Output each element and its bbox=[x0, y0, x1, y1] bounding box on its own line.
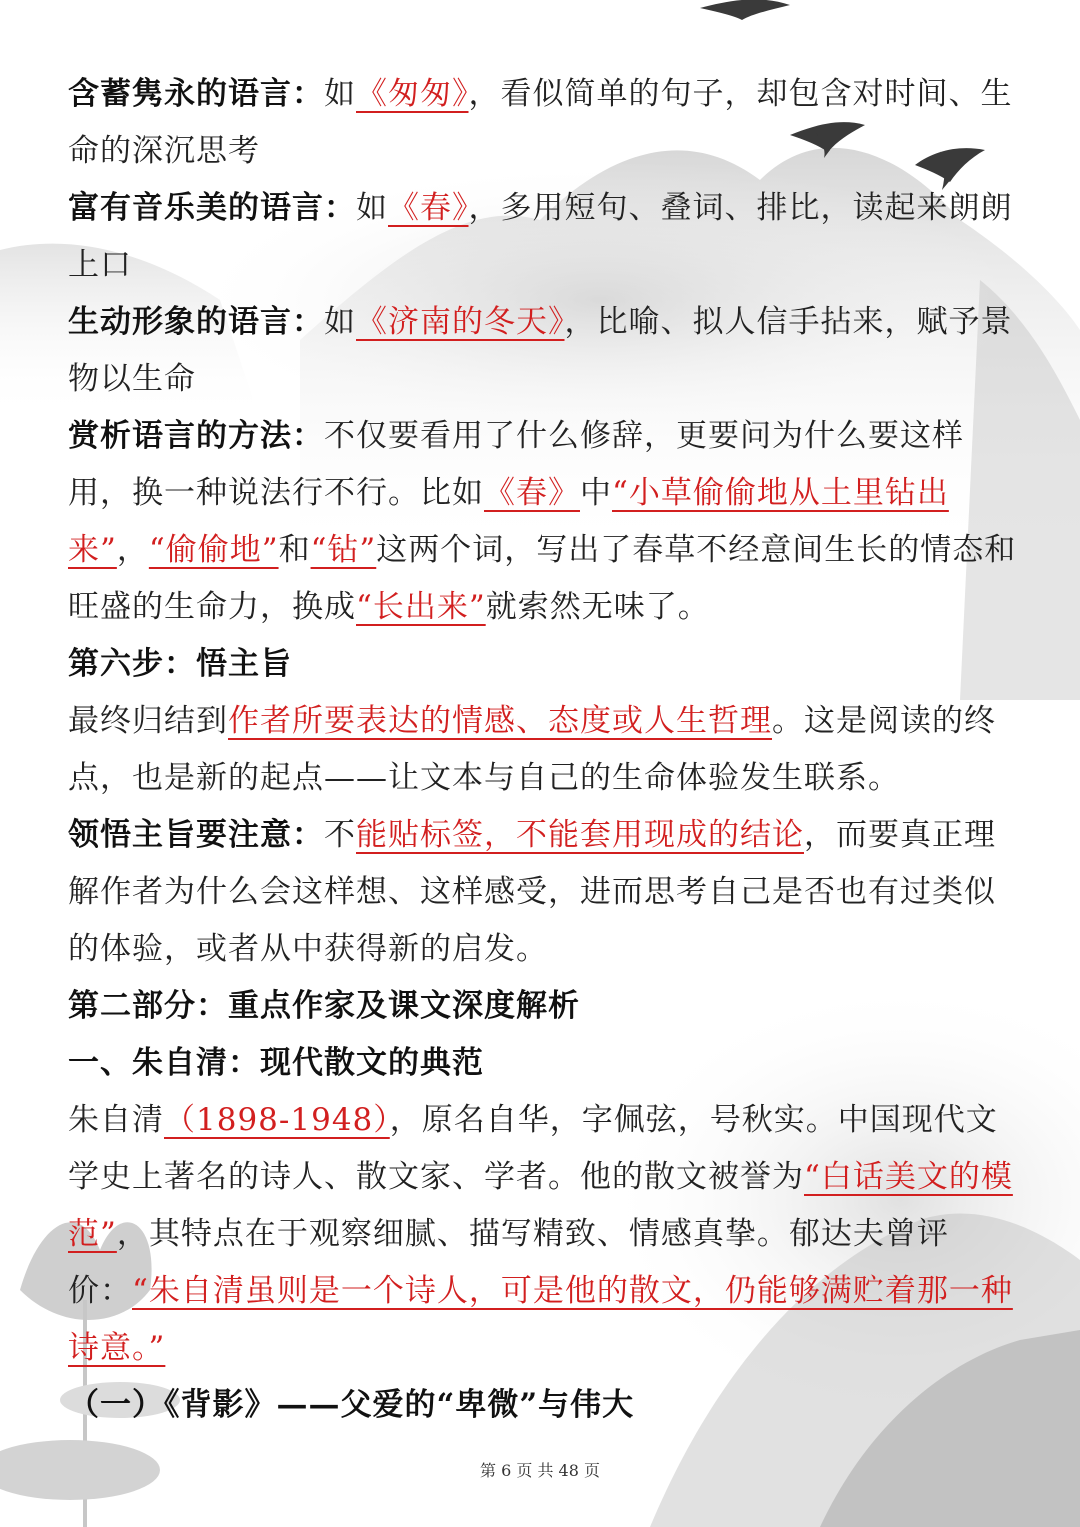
bold-text: 第二部分：重点作家及课文深度解析 bbox=[68, 988, 580, 1024]
text-run: 朱自清 bbox=[68, 1102, 164, 1138]
highlighted-text: “小草偷偷地从土里钻出来” bbox=[68, 475, 949, 568]
paragraph bbox=[68, 1035, 1018, 1092]
paragraph bbox=[68, 408, 1018, 636]
text-run: ，比喻、拟人信手拈来，赋予景物以生命 bbox=[68, 304, 1013, 397]
text-run: 不 bbox=[324, 817, 356, 853]
text-run: 中 bbox=[580, 475, 612, 511]
highlighted-text: “钻” bbox=[310, 532, 377, 568]
text-run: 如 bbox=[356, 190, 388, 226]
bold-text: 生动形象的语言： bbox=[68, 304, 324, 340]
bold-text: 一、朱自清：现代散文的典范 bbox=[68, 1045, 484, 1081]
paragraph bbox=[68, 807, 1018, 978]
paragraph bbox=[68, 66, 1018, 180]
text-run: 就索然无味了。 bbox=[485, 589, 710, 625]
highlighted-text: “白话美文的模范” bbox=[68, 1159, 1013, 1252]
highlighted-text: 《春》 bbox=[484, 475, 580, 511]
bold-text: 领悟主旨要注意： bbox=[68, 817, 324, 853]
paragraph bbox=[68, 180, 1018, 294]
paragraph bbox=[68, 294, 1018, 408]
text-run: 如 bbox=[324, 76, 356, 112]
highlighted-text: 作者所要表达的情感、态度或人生哲理 bbox=[228, 703, 772, 739]
text-run: ， bbox=[116, 532, 149, 568]
text-run: 最终归结到 bbox=[68, 703, 228, 739]
highlighted-text: 能贴标签，不能套用现成的结论 bbox=[356, 817, 804, 853]
highlighted-text: “长出来” bbox=[356, 589, 486, 625]
bold-text: 赏析语言的方法： bbox=[68, 418, 324, 454]
text-run: 和 bbox=[278, 532, 311, 568]
bold-text: 含蓄隽永的语言： bbox=[68, 76, 324, 112]
bold-text: 富有音乐美的语言： bbox=[68, 190, 356, 226]
bold-text: 第六步：悟主旨 bbox=[68, 646, 292, 682]
highlighted-text: 《春》 bbox=[388, 190, 469, 226]
highlighted-text: （1898-1948） bbox=[164, 1102, 390, 1138]
paragraph bbox=[68, 1377, 1018, 1434]
highlighted-text: “偷偷地” bbox=[148, 532, 279, 568]
text-run: ，原名自华，字佩弦，号秋实。中国现代文学史上著名的诗人、散文家、学者。他的散文被誉为 bbox=[68, 1102, 998, 1195]
text-run: 这两个词，写出了春草不经意间生长的情态和旺盛的生命力，换成 bbox=[68, 532, 1017, 625]
text-run: 不仅要看用了什么修辞，更要问为什么要这样用，换一种说法行不行。比如 bbox=[68, 418, 964, 511]
text-run: ，看似简单的句子，却包含对时间、生命的深沉思考 bbox=[68, 76, 1013, 169]
page-footer: 第 6 页 共 48 页 bbox=[480, 1461, 600, 1480]
paragraph bbox=[68, 1092, 1018, 1377]
highlighted-text: 《济南的冬天》 bbox=[356, 304, 565, 340]
text-run: ，多用短句、叠词、排比，读起来朗朗上口 bbox=[68, 190, 1013, 283]
text-run: ，而要真正理解作者为什么会这样想、这样感受，进而思考自己是否也有过类似的体验，或者从中获得新的启发。 bbox=[68, 817, 996, 967]
bold-text: （一）《背影》——父爱的“卑微”与伟大 bbox=[68, 1387, 635, 1423]
paragraph bbox=[68, 978, 1018, 1035]
paragraph bbox=[68, 636, 1018, 693]
text-run: ，其特点在于观察细腻、描写精致、情感真挚。郁达夫曾评价： bbox=[68, 1216, 949, 1309]
text-run: 如 bbox=[324, 304, 356, 340]
paragraph bbox=[68, 693, 1018, 807]
document-body bbox=[68, 66, 1018, 1434]
highlighted-text: “朱自清虽则是一个诗人，可是他的散文，仍能够满贮着那一种诗意。” bbox=[68, 1273, 1013, 1366]
text-run: 。这是阅读的终点，也是新的起点——让文本与自己的生命体验发生联系。 bbox=[68, 703, 996, 796]
highlighted-text: 《匆匆》 bbox=[356, 76, 469, 112]
